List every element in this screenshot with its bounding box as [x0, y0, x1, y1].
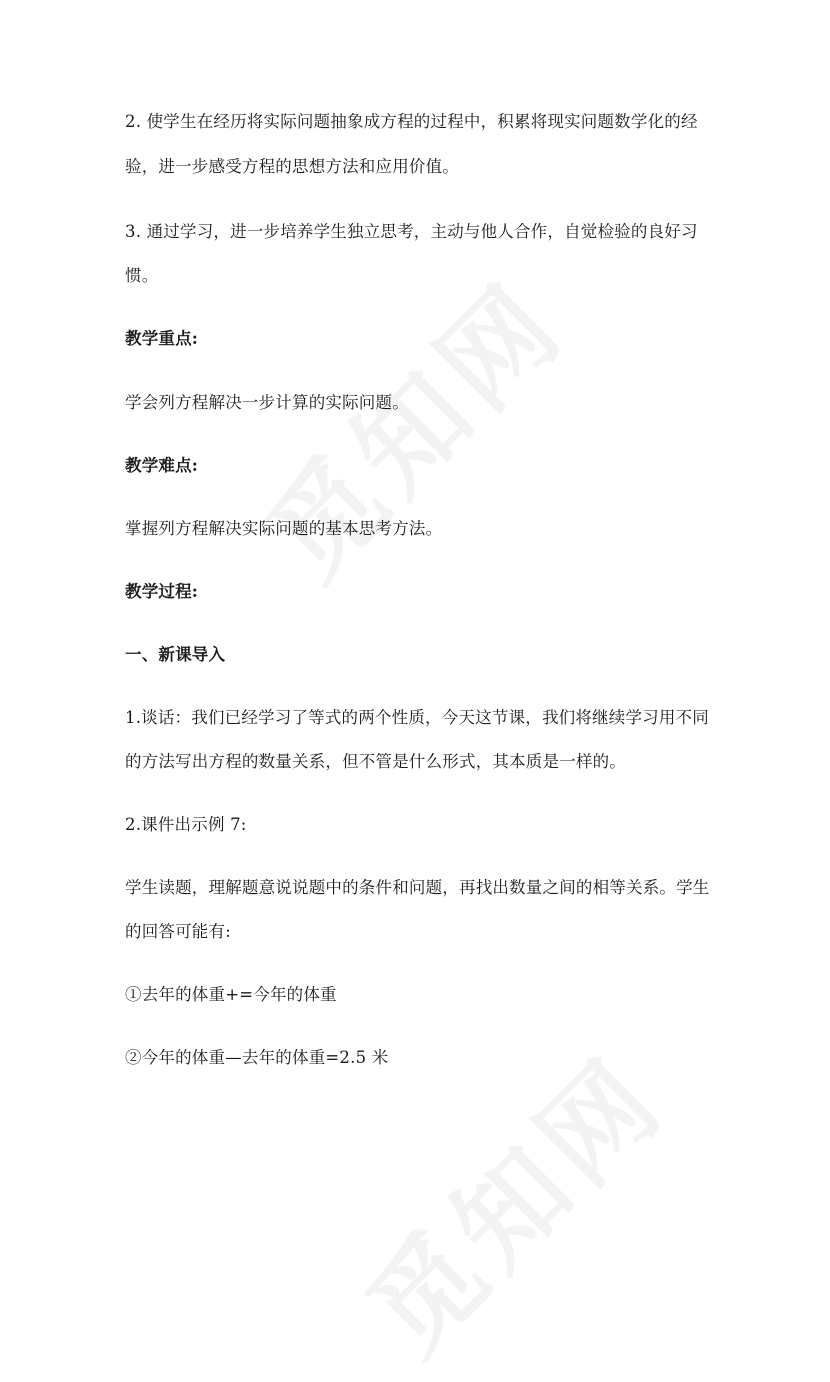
key-points-heading: 教学重点:	[125, 329, 199, 348]
watermark-logo-partial	[327, 1016, 693, 1382]
difficulties-text: 掌握列方程解决实际问题的基本思考方法。	[125, 519, 443, 538]
example-7-line: 2.课件出示例 7:	[125, 815, 247, 834]
key-points-text: 学会列方程解决一步计算的实际问题。	[125, 393, 409, 412]
section-1-heading: 一、新课导入	[125, 645, 226, 664]
reading-line-2: 的回答可能有:	[125, 922, 231, 941]
objective-3-line-2: 惯。	[125, 266, 159, 285]
relation-1: ①去年的体重+=今年的体重	[125, 985, 337, 1004]
talk-line-2: 的方法写出方程的数量关系，但不管是什么形式，其本质是一样的。	[125, 752, 626, 771]
process-heading: 教学过程:	[125, 582, 199, 601]
watermark-logo	[227, 241, 593, 607]
objective-3-line-1: 3. 通过学习，进一步培养学生独立思考，主动与他人合作，自觉检验的良好习	[125, 222, 698, 241]
talk-line-1: 1.谈话：我们已经学习了等式的两个性质，今天这节课，我们将继续学习用不同	[125, 708, 709, 727]
objective-2-line-1: 2. 使学生在经历将实际问题抽象成方程的过程中，积累将现实问题数学化的经	[125, 112, 698, 131]
objective-2-line-2: 验，进一步感受方程的思想方法和应用价值。	[125, 157, 459, 176]
difficulties-heading: 教学难点:	[125, 456, 199, 475]
relation-2: ②今年的体重—去年的体重=2.5 米	[125, 1048, 389, 1067]
reading-line-1: 学生读题，理解题意说说题中的条件和问题，再找出数量之间的相等关系。学生	[125, 878, 710, 897]
